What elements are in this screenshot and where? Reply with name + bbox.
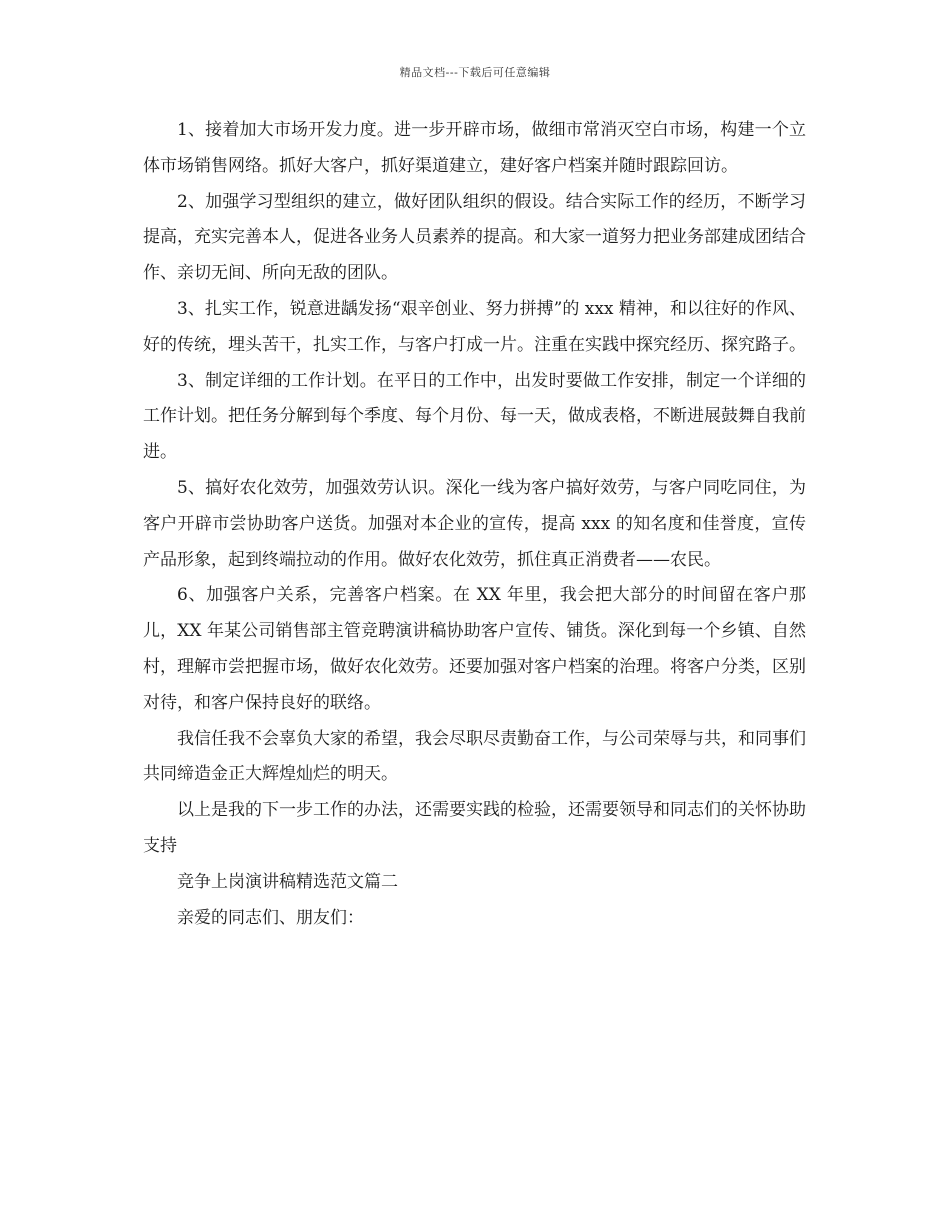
page-header: 精品文档---下载后可任意编辑 bbox=[399, 66, 551, 79]
paragraph-6: 6、加强客户关系，完善客户档案。在 XX 年里，我会把大部分的时间留在客户那儿，XX 年某公司销售部主管竞聘演讲稿协助客户宣传、铺货。深化到每一个乡镇、自然村，理解市尝把握市场，做好农化效劳。还要加强对客户档案的治理。将客户分类，区别对待，和客户保持良好的联络。 bbox=[143, 585, 806, 713]
paragraph-8: 以上是我的下一步工作的办法，还需要实践的检验，还需要领导和同志们的关怀协助支持 bbox=[143, 800, 806, 856]
section-title: 竞争上岗演讲稿精选范文篇二 bbox=[177, 871, 398, 892]
paragraph-2: 2、加强学习型组织的建立，做好团队组织的假设。结合实际工作的经历，不断学习提高，充实完善本人，促进各业务人员素养的提高。和大家一道努力把业务部建成团结合作、亲切无间、所向无敌的团队。 bbox=[143, 191, 806, 284]
paragraph-3: 3、扎实工作，锐意进龋发扬“艰辛创业、努力拼搏”的 xxx 精神，和以往好的作风、好的传统，埋头苦干，扎实工作，与客户打成一片。注重在实践中探究经历、探究路子。 bbox=[143, 298, 806, 355]
paragraph-1: 1、接着加大市场开发力度。进一步开辟市场，做细市常消灭空白市场，构建一个立体市场销售网络。抓好大客户，抓好渠道建立，建好客户档案并随时跟踪回访。 bbox=[143, 120, 806, 176]
paragraph-7: 我信任我不会辜负大家的希望，我会尽职尽责勤奋工作，与公司荣辱与共，和同事们共同缔造金正大辉煌灿烂的明天。 bbox=[143, 728, 806, 785]
salutation: 亲爱的同志们、朋友们： bbox=[177, 907, 364, 928]
paragraph-4: 3、制定详细的工作计划。在平日的工作中，出发时要做工作安排，制定一个详细的工作计划。把任务分解到每个季度、每个月份、每一天，做成表格，不断进展鼓舞自我前进。 bbox=[143, 370, 806, 463]
document-body bbox=[143, 113, 806, 936]
paragraph-5: 5、搞好农化效劳，加强效劳认识。深化一线为客户搞好效劳，与客户同吃同住，为客户开辟市尝协助客户送货。加强对本企业的宣传，提高 xxx 的知名度和佳誉度，宣传产品形象，起到终端拉动的作用。做好农化效劳，抓住真正消费者——农民。 bbox=[143, 477, 806, 570]
